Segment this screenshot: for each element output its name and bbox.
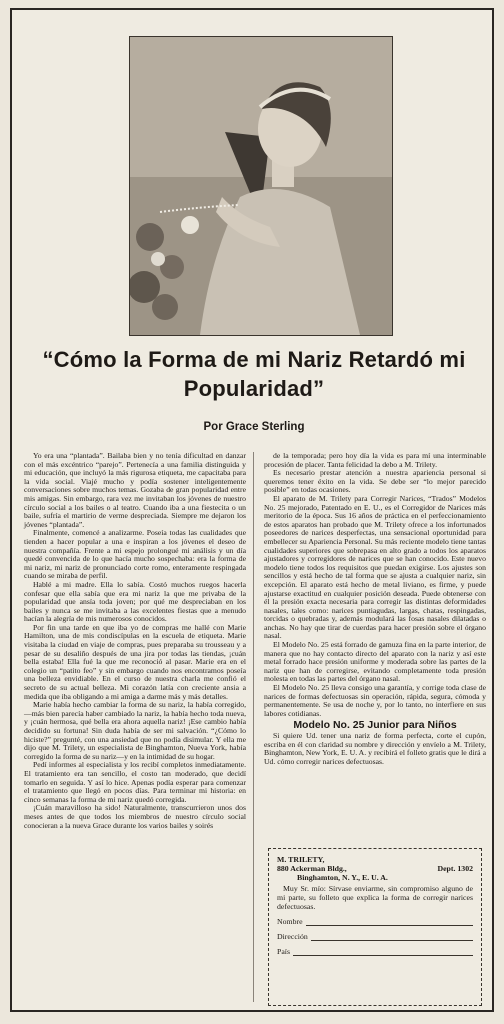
order-coupon[interactable]	[268, 848, 482, 1006]
paragraph: de la temporada; pero hoy día la vida es para mí una interminable procesión de placer. Tanta felicidad la debo a M. Trilety.	[264, 451, 486, 469]
address-field[interactable]	[277, 932, 473, 941]
country-label: País	[277, 947, 290, 956]
portrait-illustration	[130, 37, 392, 335]
paragraph: Es necesario prestar atención a nuestra apariencia personal si queremos tener éxito en la vida. Se debe ser “lo mejor parecido posible” en todas ocasiones.	[264, 468, 486, 495]
paragraph: Pedí informes al especialista y los recibí completos inmediatamente. El tratamiento era tan sencillo, el costo tan moderado, que decidí tomarlo en seguida. Y así lo hice. Apenas podía esperar para comenzar el tratamiento que llegó en pocos días. Para terminar mi historia: en cinco semanas la forma de mi nariz quedó corregida.	[24, 760, 246, 804]
paragraph: Por fin una tarde en que iba yo de compras me hallé con Marie Hamilton, una de mis condiscípulas en la escuela de etiqueta. Marie visitaba la ciudad en viaje de compras, pues preparaba su trousseau y a pesar de su desaliño después de una jira por todas las tiendas, ¡cuán bella estaba! Ella fué la que me reconoció al pasar. Marie era en el colegio un “patito feo” y sin embargo cuando nos encontramos poseía una belleza envidiable. En el curso de nuestra charla me confió el secreto de su actual belleza. Mi corazón latía con creciente ansia a medida que iba obligando a mi amiga a darme más y más detalles.	[24, 622, 246, 701]
paragraph: Finalmente, comencé a analizarme. Poseía todas las cualidades que tienden a hacer popular a una e inspiran a los jóvenes el deseo de nuestra compañía. Frente a mi espejo prolongué mi análisis y un día quedé convencida de lo que hacía mucho sospechaba: era la forma de mi nariz, mi nariz de pronunciado corte romo, enteramente respingada cuando se miraba de perfil.	[24, 528, 246, 581]
coupon-company: M. TRILETY,	[277, 855, 325, 864]
paragraph: El aparato de M. Trilety para Corregir Narices, “Trados” Modelos No. 25 mejorado, Patentado en E. U., es el Corregidor de Narices más meritorio de la época. Sus 16 años de práctica en el perfeccionamiento de estos aparatos han probado que M. Trilety ofrece a los infortunados poseedores de narices desperfectas, una sensacional oportunidad para embellecer su Apariencia Personal. Su más reciente modelo tiene tantas cualidades superiores que sobrepasa en alto grado a todos los aparatos ajustadores y corregidores de narices que se han conocido. Este nuevo modelo tiene todos los requisitos que puedan exigirse. Los ajustes son sencillos y está hecho de tal forma que se ajusta a cualquier nariz, sin excepción. El aparato está hecho de metal liviano, es firme, y puede ajustarse exactitud en cualquier posición deseada. Puede obtenerse con él la presión exacta necesaria para corregir las distintas deformidades nasales, tales como: narices puntiagudas, largas, chatas, respingadas, torcidas o quebradas y, además modulará las fosas nasales dilatadas o anchas. No hay que tirar de cuerdas para hacer presión sobre el órgano nasal.	[264, 493, 486, 641]
article-column-left	[24, 452, 246, 830]
country-input-line[interactable]	[293, 947, 473, 956]
advertisement-page	[10, 8, 494, 1012]
paragraph: Hablé a mi madre. Ella lo sabía. Costó muchos ruegos hacerla confesar que ella sabía que era mi nariz la que me privaba de la popularidad que ansía toda joven; por qué me despreciaban en los bailes y nunca se me invitaba a las excelentes fiestas que a menudo hacían la alegría de mis numerosos conocidos.	[24, 579, 246, 624]
paragraph: Marie había hecho cambiar la forma de su nariz, la había corregido,—más bien parecía haber cambiado la nariz, la había hecho toda nueva, y ¡cuán hermosa, qué bella era ahora aquella nariz! ¡Ese cambio había decidido su fortuna! Sin duda había de ser mi salvación. “¿Cómo lo hiciste?” pregunté, con una ansiedad que no podía disimular. Y ella me dijo que M. Trilety, un especialista de Binghamton, Nueva York, había corregido la forma de su nariz—y en la intimidad de su hogar.	[24, 700, 246, 761]
coupon-address-line2: Binghamton, N. Y., E. U. A.	[297, 873, 388, 882]
portrait-photo	[129, 36, 393, 336]
paragraph: ¡Cuán maravilloso ha sido! Naturalmente, transcurrieron unos dos meses antes de que todos los miembros de nuestro círculo social conocieran a la nueva Grace durante los varios bailes y soirés	[24, 803, 246, 830]
coupon-message: Muy Sr. mío: Sírvase enviarme, sin compromiso alguno de mi parte, su folleto que explica la forma de corregir narices defectuosas.	[277, 884, 473, 911]
address-input-line[interactable]	[311, 932, 473, 941]
coupon-dept: Dept. 1302	[437, 864, 473, 873]
paragraph: Yo era una “plantada”. Bailaba bien y no tenía dificultad en danzar con el más excéntrico “parejo”. Pertenecía a una familia distinguida y mi educación, que incluyó la más rigurosa etiqueta, me capacitaba para la vida social. Viajé mucho y podía sostener inteligentemente conversaciones sobre muchos temas. Gozaba de gran popularidad entre mis amigas. Sin embargo, rara vez me invitaban los jóvenes de nuestro círculo social a los bailes o al teatro. Cuando iba a una fiestecita o un baile, sufría el martirio de verme despreciada. Siempre me dejaron los jóvenes “plantada”.	[24, 451, 246, 529]
article-column-right	[264, 452, 486, 766]
coupon-header	[277, 855, 473, 864]
article-byline: Por Grace Sterling	[203, 421, 305, 433]
column-divider	[253, 452, 254, 1002]
country-field[interactable]	[277, 947, 473, 956]
article-title: “Cómo la Forma de mi Nariz Retardó mi Popularidad”	[42, 347, 466, 401]
name-label: Nombre	[277, 917, 303, 926]
paragraph: El Modelo No. 25 lleva consigo una garantía, y corrige toda clase de narices de formas defectuosas sin operación, rápida, segura, cómoda y permanentemente. Se usa de noche y, por lo tanto, no interfiere en sus labores cotidianas.	[264, 683, 486, 718]
name-input-line[interactable]	[306, 917, 473, 926]
junior-model-heading: Modelo No. 25 Junior para Niños	[293, 719, 457, 732]
coupon-address-row	[277, 864, 473, 873]
paragraph: Si quiere Ud. tener una nariz de forma perfecta, corte el cupón, escriba en él con claridad su nombre y dirección y envíelo a M. Trilety, Binghamton, New York, E. U. A. y recibirá el folleto gratis que le dirá a Ud. cómo corregir narices defectuosas.	[264, 731, 486, 766]
coupon-address-line1: 880 Ackerman Bldg.,	[277, 864, 347, 873]
paragraph: El Modelo No. 25 está forrado de gamuza fina en la parte interior, de manera que no hay contacto directo del aparato con la nariz y así este metal forrado hace presión uniforme y moderada sobre las partes de la nariz que han de corregirse, evitando completamente toda presión molesta en todas las partes del órgano nasal.	[264, 640, 486, 684]
address-label: Dirección	[277, 932, 308, 941]
name-field[interactable]	[277, 917, 473, 926]
